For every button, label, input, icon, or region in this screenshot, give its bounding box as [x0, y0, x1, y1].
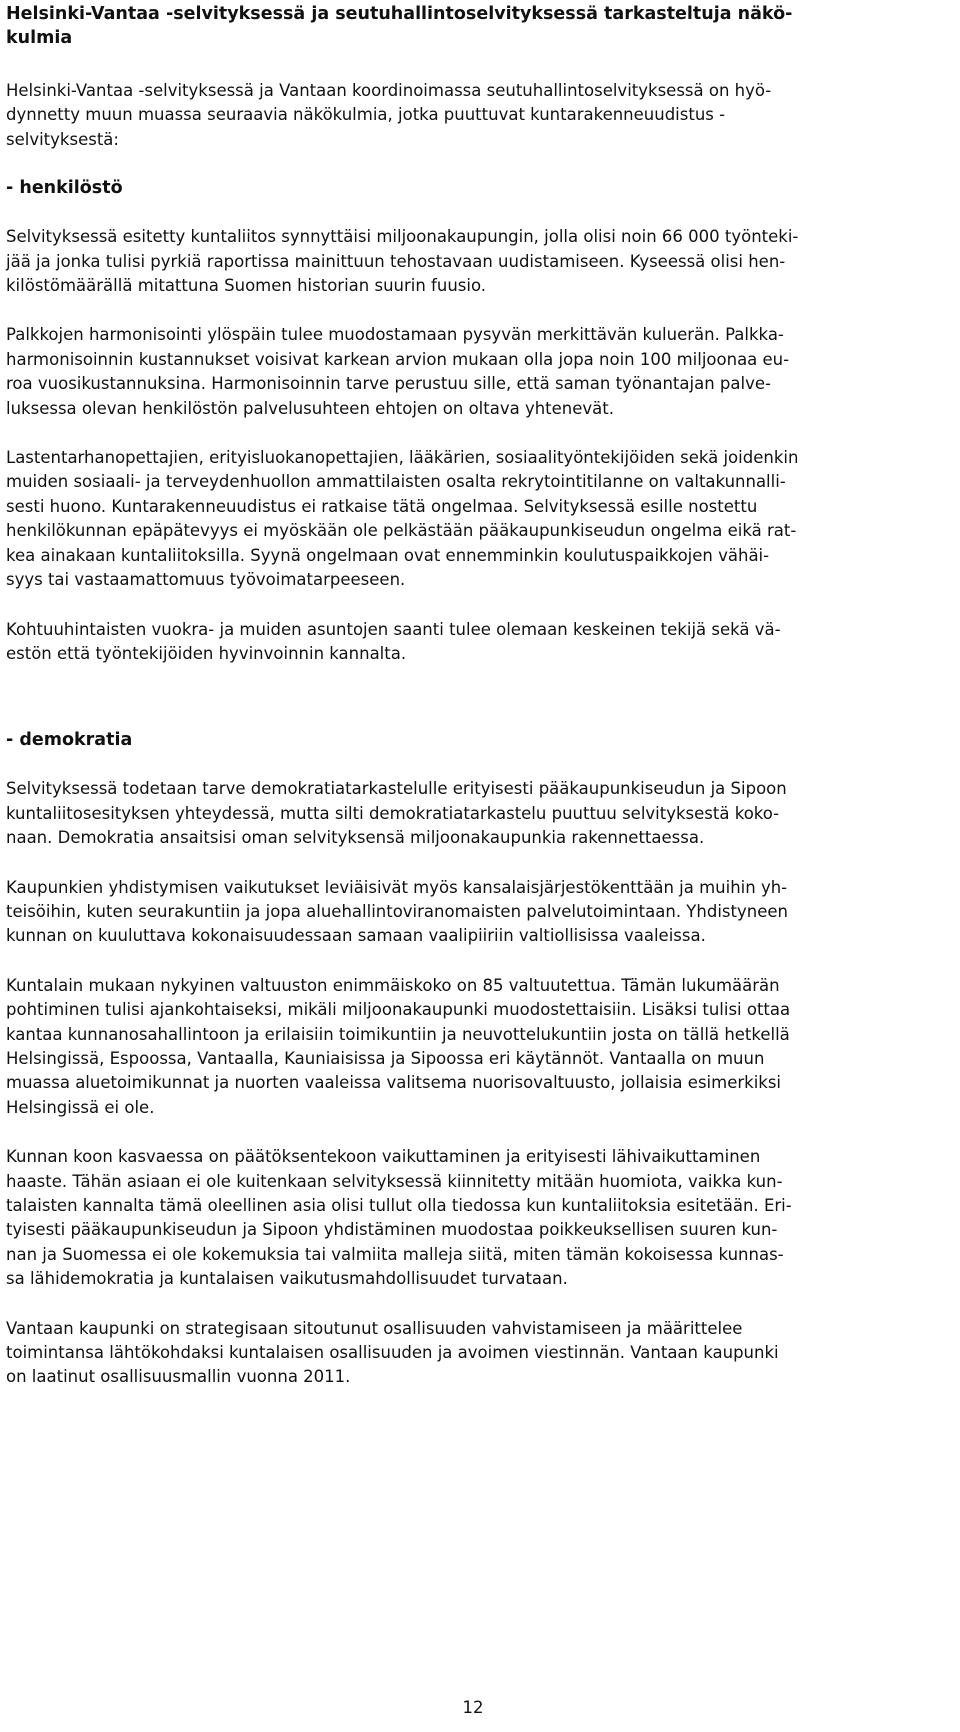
henkilosto-paragraph-2: Palkkojen harmonisointi ylöspäin tulee muodostamaan pysyvän merkittävän kuluerän. Palkka- harmonisoinnin kustannukset voisivat karkean arvion mukaan olla jopa noin 100 miljoonaa eu- roa vuosikustannuksina. Harmonisoinnin tarve perustuu sille, että saman työnantajan palve- luksessa olevan henkilöstön palvelusuhteen ehtojen on oltava yhtenevät. [6, 325, 790, 418]
section-title-demokratia: - demokratia [6, 730, 133, 751]
demokratia-paragraph-4: Kunnan koon kasvaessa on päätöksentekoon vaikuttaminen ja erityisesti lähivaikuttaminen haaste. Tähän asiaan ei ole kuitenkaan selvityksessä kiinnitetty mitään huomiota, vaikka kun- talaisten kannalta tämä oleellinen asia olisi tullut olla tiedossa kun kuntaliitoksia esitetään. Eri- tyisesti pääkaupunkiseudun ja Sipoon yhdistäminen muodostaa poikkeuksellisen suuren kun- nan ja Suomessa ei ole kokemuksia tai valmiita malleja siitä, miten tämän kokoisessa kunnas- sa lähidemokratia ja kuntalaisen vaikutusmahdollisuudet turvataan. [6, 1147, 792, 1289]
document-page [6, 0, 952, 1390]
page-number: 12 [462, 1698, 484, 1717]
demokratia-paragraph-3: Kuntalain mukaan nykyinen valtuuston enimmäiskoko on 85 valtuutettua. Tämän lukumäärän pohtiminen tulisi ajankohtaiseksi, mikäli miljoonakaupunki muodostettaisiin. Lisäksi tulisi ottaa kantaa kunnanosahallintoon ja erilaisiin toimikuntiin ja neuvottelukuntiin josta on tällä hetkellä Helsingissä, Espoossa, Vantaalla, Kauniaisissa ja Sipoossa eri käytännöt. Vantaalla on muun muassa aluetoimikunnat ja nuorten vaaleissa valitsema nuorisovaltuusto, jollaisia esimerkiksi Helsingissä ei ole. [6, 975, 791, 1117]
henkilosto-paragraph-1: Selvityksessä esitetty kuntaliitos synnyttäisi miljoonakaupungin, jolla olisi noin 66 000 työnteki- jää ja jonka tulisi pyrkiä raportissa mainittuun tehostavaan uudistamiseen. Kyseessä olisi hen- kilöstömäärällä mitattuna Suomen historian suurin fuusio. [6, 227, 799, 296]
intro-paragraph: Helsinki-Vantaa -selvityksessä ja Vantaan koordinoimassa seutuhallintoselvityksessä on hyö- dynnetty muun muassa seuraavia näkökulmia, jotka puuttuvat kuntarakenneuudistus - selvityksestä: [6, 81, 772, 149]
demokratia-paragraph-1: Selvityksessä todetaan tarve demokratiatarkastelulle erityisesti pääkaupunkiseudun ja Sipoon kuntaliitosesityksen yhteydessä, mutta silti demokratiatarkastelu puuttuu selvityksestä koko- naan. Demokratia ansaitsisi oman selvityksensä miljoonakaupunkia rakennettaessa. [6, 779, 787, 848]
section-title-henkilosto: - henkilöstö [6, 178, 123, 199]
henkilosto-paragraph-3: Lastentarhanopettajien, erityisluokanopettajien, lääkärien, sosiaalityöntekijöiden sekä joidenkin muiden sosiaali- ja terveydenhuollon ammattilaisten osalta rekrytointitilanne on valtakunnalli- sesti huono. Kuntarakenneuudistus ei ratkaise tätä ongelmaa. Selvityksessä esille nostettu henkilökunnan epäpätevyys ei myöskään ole pelkästään pääkaupunkiseudun ongelma eikä rat- kea ainakaan kuntaliitoksilla. Syynä ongelmaan ovat ennemminkin koulutuspaikkojen vähäi- syys tai vastaamattomuus työvoimatarpeeseen. [6, 448, 799, 590]
demokratia-paragraph-2: Kaupunkien yhdistymisen vaikutukset leviäisivät myös kansalaisjärjestökenttään ja muihin yh- teisöihin, kuten seurakuntiin ja jopa aluehallintoviranomaisten palvelutoimintaan. Yhdistyneen kunnan on kuuluttava kokonaisuudessaan samaan vaalipiiriin valtiollisissa vaaleissa. [6, 877, 788, 946]
henkilosto-paragraph-4: Kohtuuhintaisten vuokra- ja muiden asuntojen saanti tulee olemaan keskeinen tekijä sekä vä- estön että työntekijöiden hyvinvoinnin kannalta. [6, 619, 781, 663]
document-heading: Helsinki-Vantaa -selvityksessä ja seutuhallintoselvityksessä tarkasteltuja näkö- kulmia [6, 4, 793, 48]
demokratia-paragraph-5: Vantaan kaupunki on strategisaan sitoutunut osallisuuden vahvistamiseen ja määrittelee toimintansa lähtökohdaksi kuntalaisen osallisuuden ja avoimen viestinnän. Vantaan kaupunki on laatinut osallisuusmallin vuonna 2011. [6, 1318, 779, 1387]
